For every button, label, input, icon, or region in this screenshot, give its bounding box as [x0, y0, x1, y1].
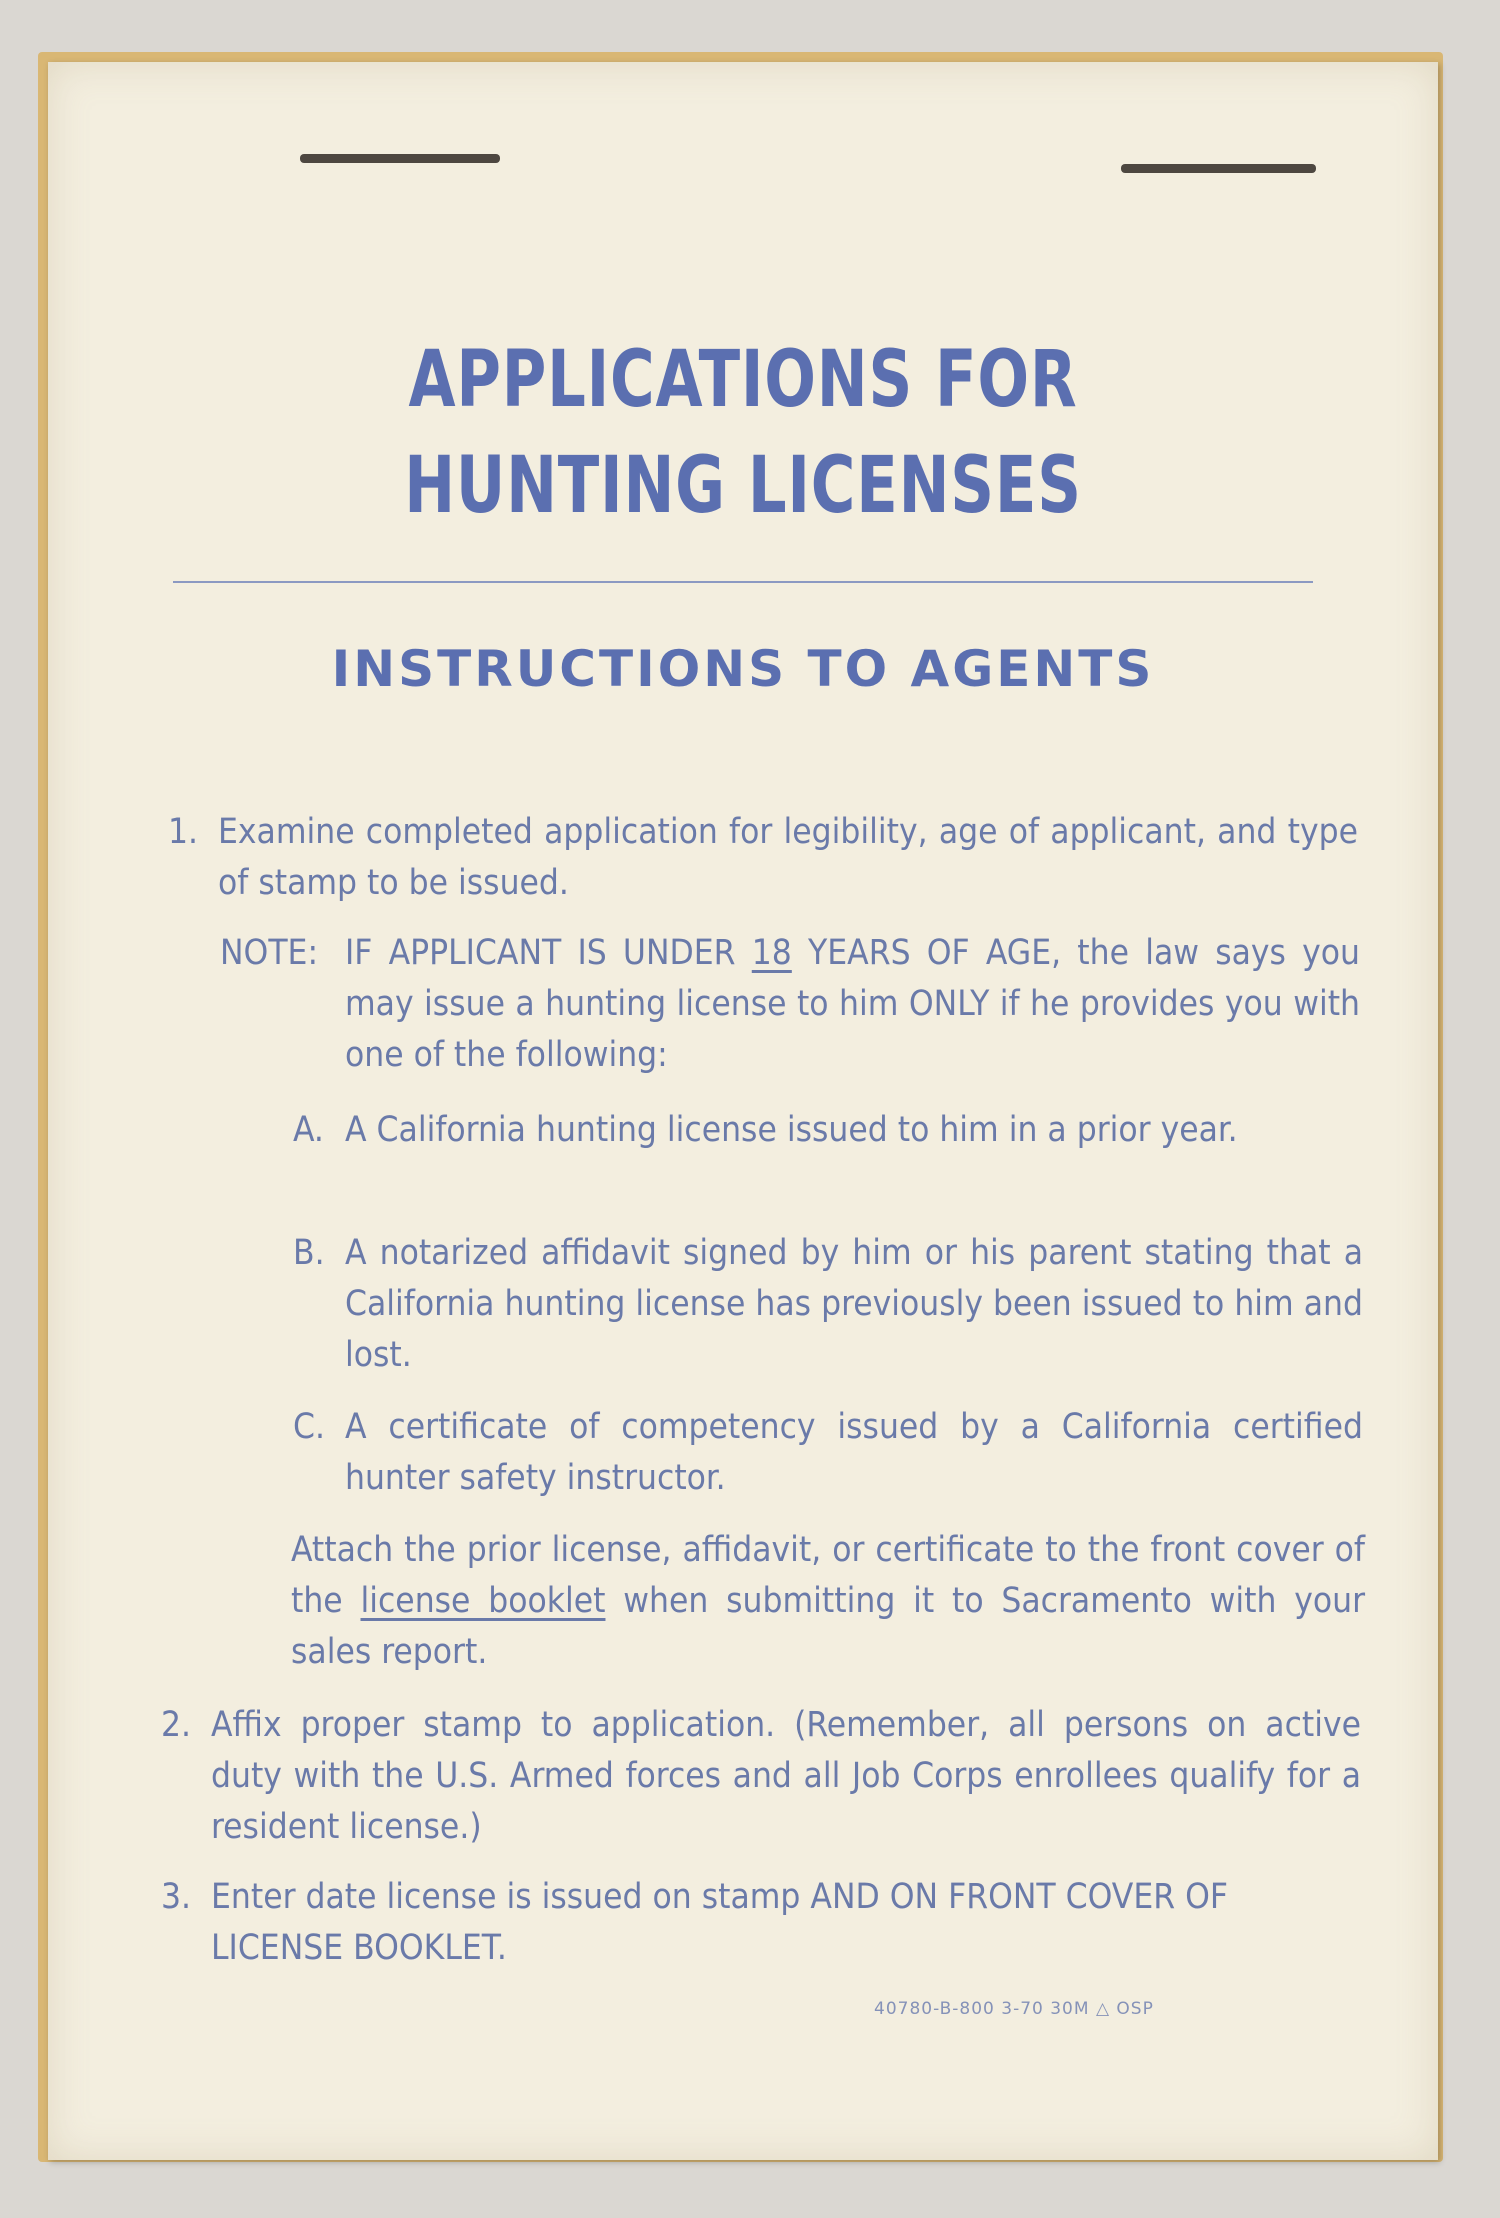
document-page	[48, 62, 1438, 2160]
attach-text-after: when submitting it to Sacramento with your sales report.	[291, 1581, 1366, 1672]
title-line-1: APPLICATIONS FOR	[408, 335, 1078, 425]
item-1-number: 1.	[168, 812, 199, 852]
instructions-heading: INSTRUCTIONS TO AGENTS	[331, 640, 1155, 698]
note-text	[345, 928, 1360, 1081]
item-3-text: Enter date license is issued on stamp AND ON FRONT COVER OF LICENSE BOOKLET.	[211, 1877, 1228, 1968]
requirement-a-text: A California hunting license issued to him in a prior year.	[345, 1110, 1238, 1150]
requirement-a-letter: A.	[293, 1110, 324, 1150]
requirement-c-text: A certificate of competency issued by a California certified hunter safety instructor.	[345, 1407, 1363, 1498]
item-2-text: Affix proper stamp to application. (Remember, all persons on active duty with the U.S. Armed forces and all Job Corps enrollees qualify for a resident license.)	[211, 1705, 1361, 1847]
staple-left	[300, 154, 500, 163]
requirement-b-letter: B.	[293, 1233, 325, 1273]
license-booklet-term: license booklet	[360, 1581, 606, 1621]
item-1-text: Examine completed application for legibility, age of applicant, and type of stamp to be issued.	[218, 812, 1358, 903]
note-text-before: IF APPLICANT IS UNDER	[345, 933, 736, 973]
item-3-number: 3.	[161, 1877, 192, 1917]
note-age: 18	[751, 933, 792, 973]
requirement-b-text: A notarized affidavit signed by him or his parent stating that a California hunting license has previously been issued to him and lost.	[345, 1233, 1363, 1375]
title-divider	[173, 581, 1313, 583]
title-line-2: HUNTING LICENSES	[404, 441, 1082, 531]
item-2-number: 2.	[161, 1705, 192, 1745]
staple-right	[1121, 164, 1316, 173]
print-code: 40780-B-800 3-70 30M △ OSP	[874, 1999, 1154, 2019]
attach-text-before: Attach the prior license, affidavit, or certificate to the front cover of the	[291, 1530, 1365, 1621]
requirement-c-letter: C.	[293, 1407, 325, 1447]
note-text-after: YEARS OF AGE, the law says you may issue a hunting license to him ONLY if he provides you with one of the following:	[345, 933, 1360, 1075]
attach-paragraph	[291, 1525, 1365, 1678]
note-label: NOTE:	[220, 933, 319, 973]
document-title	[201, 327, 1285, 539]
